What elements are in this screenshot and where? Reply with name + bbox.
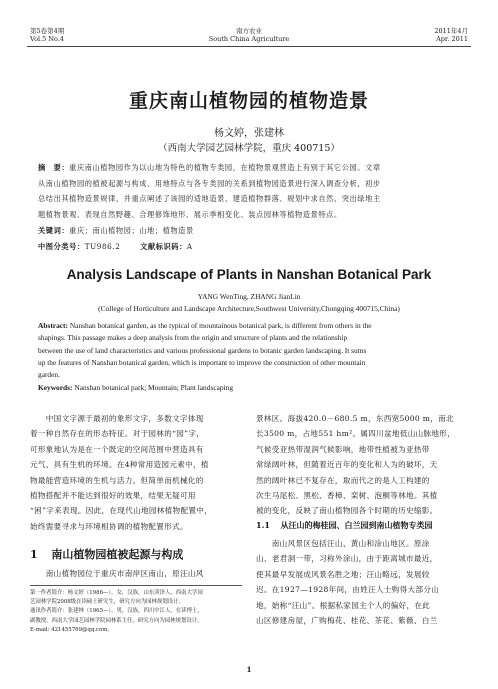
abstract-en-line-2: shapings. This passage makes a deep analysis from the origin and structure of plants and the relationship <box>38 333 348 343</box>
abstract-en-line-1: Abstract: Nanshan botanical garden, as the typical of mountainous botanical park, is different from others in the <box>38 321 372 330</box>
abstract-en-line-5: garden. <box>38 370 60 380</box>
header-journal-cn: 南方农业 <box>236 27 262 35</box>
body-right-line: 山区修建房屋，广购梅花、桂花、茶花、紫薇、白兰 <box>256 616 438 626</box>
header-volume-en: Vol.5 No.4 <box>30 35 65 43</box>
authors-cn: 杨文婷，张建林 <box>214 128 284 139</box>
affiliation-cn: （西南大学园艺园林学院，重庆 400715） <box>158 143 340 154</box>
body-right-line: 使其最早发展成风景名胜之地；汪山略远，发展较 <box>256 569 430 579</box>
body-right <box>256 411 469 519</box>
header-rule <box>27 46 471 47</box>
section-1-first-line: 南山植物园位于重庆市南岸区南山，原汪山风 <box>30 569 204 578</box>
body-left-line: 着一种自然存在的形态特征。对于园林的“园”字， <box>30 429 205 439</box>
body-left-line: 元气、具有生机的环境。在4种常用造园元素中，植 <box>30 460 209 470</box>
footnote-line: 副教授，西南大学园艺园林学院园林系主任，研究方向为园林规划设计。 <box>30 617 203 624</box>
title-en: Analysis Landscape of Plants in Nanshan Botanical Park <box>66 267 432 282</box>
keywords-en-text: Nanshan botanical park; Mountain; Plant landscaping <box>74 383 234 392</box>
body-right-line: 气候受亚热带湿润气候影响，地带性植被为亚热带 <box>256 444 430 454</box>
clc-label: 中图分类号： <box>38 242 85 251</box>
body-left-line: 植物搭配并不能达到很好的效果，结果无疑可用 <box>30 491 196 501</box>
classification <box>38 239 462 255</box>
section-1-title: 南山植物园植被起源与构成 <box>51 548 184 561</box>
body-right-line: 南山风景区包括汪山、黄山和涂山地区。原涂 <box>256 539 430 548</box>
abstract-en-line-4: up the features of Nanshan botanical garden, which is important to improve the construction of other mountain <box>38 357 366 367</box>
header-date-en: Apr. 2011 <box>436 35 468 43</box>
authors-en: YANG WenTing, ZHANG JianLin <box>197 292 301 301</box>
body-right-line: 迟。在1927—1928年间，由姓汪人士购得大部分山 <box>256 585 440 595</box>
abstract-cn-line-3: 总结出其植物造景规律，并重点阐述了该园的适地造景、建造植物群落、规划中求自然、突出绿地主 <box>38 194 381 203</box>
footnote-line: 艺园林学院2008级在读硕士研究生，研究方向为园林规划设计。 <box>30 599 184 606</box>
body-left-line: 物最能营造环境的生机与活力。但简单而机械化的 <box>30 475 204 485</box>
body-right-line: 景林区。海拔420.0－680.5 m，东西宽5000 m，南北 <box>256 414 454 423</box>
keywords-en <box>38 382 462 394</box>
title-cn: 重庆南山植物园的植物造景 <box>128 90 369 112</box>
keywords-en-label: Keywords: <box>38 383 73 392</box>
header-journal <box>0 27 498 43</box>
subsection-1-1-heading <box>256 520 469 531</box>
body-right-line: 长3500 m，占地551 hm²。属四川盆地低山山脉地形， <box>256 429 456 439</box>
subsection-number: 1.1 <box>256 520 270 530</box>
clc-number: TU986.2 <box>84 242 121 251</box>
body-left-line: 中国文字源于最初的象形文字，多数文字体现 <box>30 414 204 423</box>
body-right-line: 山、老君洞一带，习称外涂山，由于距离城市最近， <box>256 554 438 564</box>
body-right-2 <box>256 536 469 628</box>
keywords-cn <box>38 223 462 239</box>
abstract-en <box>38 320 462 381</box>
doc-code: A <box>186 242 193 251</box>
abstract-cn-label: 摘 要： <box>38 163 70 172</box>
body-left-line: 可形象地认为是在一个既定的空间范围中营造具有 <box>30 444 204 454</box>
keywords-cn-label: 关键词： <box>38 226 70 235</box>
abstract-en-line-3: between the use of land characteristics and various professional gardens to botanic garden landscaping. It sums <box>38 345 367 355</box>
abstract-cn-line-2: 从南山植物园的植被起源与构成、用地特点与各专类园的关系到植物园造景进行深入调查分析，初步 <box>38 178 381 188</box>
section-1-number: 1 <box>30 548 38 561</box>
header-date-cn: 2011年4月 <box>434 27 468 35</box>
header-date <box>434 27 468 43</box>
header-journal-en: South China Agriculture <box>208 35 290 43</box>
abstract-en-label: Abstract: <box>38 321 68 330</box>
section-1-heading <box>30 546 240 562</box>
page-number: 1 <box>246 665 252 674</box>
abstract-cn-line-1: 摘 要：重庆南山植物园作为以山地为特色的植物专类园，在植物景观营造上有别于其它公园。文章 <box>38 163 381 172</box>
author-footnote <box>30 589 242 635</box>
body-right-line: 地，始称“汪山”。根据私家园主个人的偏好，在此 <box>256 600 431 610</box>
doc-code-label: 文献标识码： <box>140 242 187 251</box>
body-left-line: “困”字来表现。因此，在现代山地园林植物配置中， <box>30 506 213 516</box>
abstract-cn-line-4: 题植物景观、表现自然野趣、合理修饰地形、展示季相变化、装点园林等植物造景特点。 <box>38 209 342 219</box>
footnote-rule <box>30 585 242 586</box>
footnote-email: E-mail: 421455769@qq.com。 <box>30 626 113 633</box>
body-left <box>30 411 240 534</box>
footnote-line: 通讯作者简介：张建林（1965—），男，汉族，四川中江人，在读博士， <box>30 608 203 615</box>
abstract-cn <box>38 160 462 222</box>
body-left-line: 始终需要寻求与环境相协调的植物配置形式。 <box>30 521 188 531</box>
body-right-line: 次生马尾松、黑松、香樟、栾树、泡桐等林地。其植 <box>256 491 438 501</box>
header-volume-cn: 第5卷第4期 <box>30 27 65 35</box>
body-right-line: 然的阔叶林已不复存在，取而代之的是人工构建的 <box>256 475 430 485</box>
affiliation-en: (College of Horticulture and Landscape Architecture,Southwest University,Chongqing 400715,China) <box>98 304 400 313</box>
body-right-line: 常绿阔叶林，但随着近百年的变化和人为的破坏，天 <box>256 460 438 470</box>
subsection-title: 从汪山的梅桂园、白兰园到南山植物专类园 <box>280 520 433 530</box>
body-right-line: 被的变化，反映了南山植物园各个时期的历史缩影。 <box>256 506 438 516</box>
keywords-cn-text: 重庆；南山植物园；山地；植物造景 <box>69 226 194 235</box>
footnote-line: 第一作者简介：杨文婷（1986—），女，汉族，山东菏泽人，西南大学园 <box>30 590 203 596</box>
